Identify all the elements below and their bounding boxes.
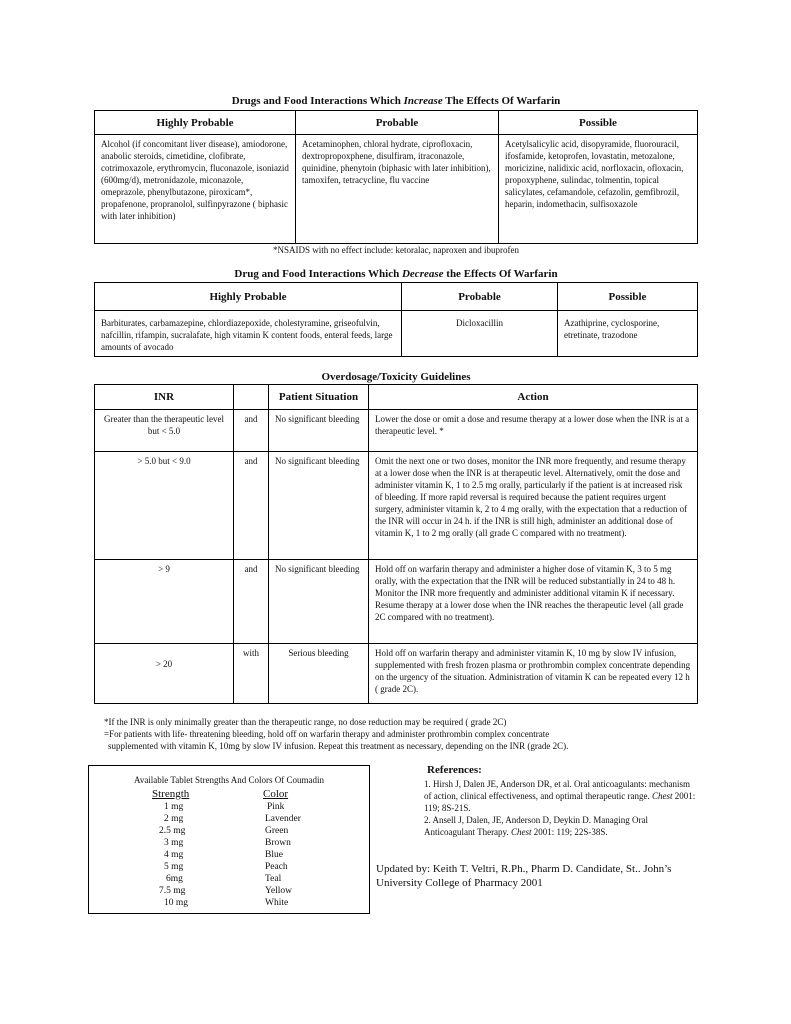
decrease-table: [94, 282, 698, 357]
strength-value: 7.5 mg: [159, 886, 186, 896]
tablet-strengths-title: Available Tablet Strengths And Colors Of Coumadin: [133, 775, 324, 785]
patient-situation: No significant bleeding: [275, 456, 360, 466]
tablet-strengths-box: [88, 765, 370, 914]
action-text: Hold off on warfarin therapy and administer vitamin K, 10 mg by slow IV infusion, supplemented with fresh frozen plasma or prothrombin complex concentrate depending on the urgency of the situation. Administration of vitamin K can be repeated every 12 h ( grade 2C).: [375, 648, 691, 694]
decrease-highly-probable-drugs: Barbiturates, carbamazepine, chlordiazepoxide, cholestyramine, griseofulvin, nafcillin, rifampin, sucralafate, high vitamin K content foods, enteral feeds, large amounts of avocado: [101, 318, 393, 352]
updated-by: [376, 862, 716, 890]
overdose-header-blank: [234, 385, 269, 410]
strength-value: 1 mg: [164, 802, 184, 812]
increase-possible-drugs: Acetylsalicylic acid, disopyramide, fluorouracil, ifosfamide, ketoprofen, lovastatin, metozalone, moricizine, nalidixic acid, norfloxacin, ofloxacin, propoxyphene, sulindac, tolmentin, topical salicylates, cefamandole, cefazolin, gemfibrozil, heparin, indomethacin, sulfisoxazole: [505, 139, 684, 209]
strength-value: 2.5 mg: [159, 826, 186, 836]
overdose-table: [94, 384, 698, 704]
color-value: Pink: [267, 802, 285, 812]
updated-by-line-2: University College of Pharmacy 2001: [376, 877, 543, 889]
inr-value: > 20: [155, 659, 173, 669]
reference-2: 2. Ansell J, Dalen, JE, Anderson D, Deykin D. Managing Oral Anticoagulant Therapy. Chest 2001: 119; 22S-38S.: [424, 815, 648, 837]
overdose-row: [95, 452, 698, 560]
reference-1: 1. Hirsh J, Dalen JE, Anderson DR, et al. Oral anticoagulants: mechanism of action, clinical effectiveness, and optimal therapeutic range. Chest 2001: 119; 8S-21S.: [424, 779, 696, 813]
overdose-note-2b: supplemented with vitamin K, 10mg by slow IV infusion. Repeat this treatment as necessary, depending on the INR (grade 2C).: [108, 741, 569, 751]
increase-table: [94, 110, 698, 244]
strength-header: Strength: [152, 788, 190, 800]
overdose-note-2a: =For patients with life- threatening bleeding, hold off on warfarin therapy and administer prothrombin complex concentrate: [104, 729, 550, 739]
decrease-title: Drug and Food Interactions Which Decrease the Effects Of Warfarin: [234, 268, 558, 280]
strength-value: 6mg: [166, 874, 183, 884]
overdose-title: Overdosage/Toxicity Guidelines: [321, 371, 471, 383]
decrease-probable-drugs: Dicloxacillin: [456, 318, 503, 328]
inr-value: > 9: [158, 564, 170, 574]
strength-value: 5 mg: [164, 862, 184, 872]
increase-title: Drugs and Food Interactions Which Increase The Effects Of Warfarin: [231, 95, 561, 107]
overdose-header-action: Action: [369, 385, 698, 410]
nsaids-footnote: *NSAIDS with no effect include: ketoralac, naproxen and ibuprofen: [272, 245, 519, 255]
action-text: Omit the next one or two doses, monitor the INR more frequently, and resume therapy at a lower dose when the INR is at therapeutic level. Alternatively, omit the dose and administer vitamin K, 1 to 2.5 mg orally, particularly if the patient is at increased risk of bleeding. If more rapid reversal is required because the patient requires urgent surgery, administer vitamin k, 2 to 4 mg orally, with the expectation that a reduction of the INR will occur in 24 h. if the INR is still high, administer an additional dose of vitamin K, 1 to 2 mg orally (all grade C compared with no treatment).: [375, 456, 688, 538]
decrease-header-probable: Probable: [402, 283, 558, 311]
overdose-row: [95, 644, 698, 704]
strength-value: 4 mg: [164, 850, 184, 860]
color-value: White: [265, 898, 289, 908]
color-value: Lavender: [265, 814, 301, 824]
decrease-header-highly-probable: Highly Probable: [95, 283, 402, 311]
overdose-header-situation: Patient Situation: [269, 385, 369, 410]
overdose-row: [95, 560, 698, 644]
inr-value: > 5.0 but < 9.0: [137, 456, 191, 466]
decrease-possible-drugs: Azathiprine, cyclosporine, etretinate, trazodone: [564, 318, 660, 340]
inr-conjunction: with: [242, 648, 259, 658]
overdose-header-inr: INR: [95, 385, 234, 410]
color-value: Brown: [265, 838, 291, 848]
strength-value: 3 mg: [164, 838, 184, 848]
strength-column: [149, 801, 219, 909]
inr-conjunction: and: [244, 564, 258, 574]
color-value: Blue: [265, 850, 283, 860]
action-text: Lower the dose or omit a dose and resume therapy at a lower dose when the INR is at a therapeutic level. *: [375, 414, 690, 436]
references-title: References:: [427, 764, 482, 776]
increase-header-probable: Probable: [296, 111, 499, 135]
color-value: Teal: [265, 874, 282, 884]
strength-value: 10 mg: [164, 898, 189, 908]
overdose-note-1: *If the INR is only minimally greater than the therapeutic range, no dose reduction may be required ( grade 2C): [104, 717, 507, 727]
overdose-row: [95, 410, 698, 452]
updated-by-line-1: Updated by: Keith T. Veltri, R.Ph., Pharm D. Candidate, St.. John’s: [376, 863, 672, 875]
color-value: Green: [265, 826, 289, 836]
increase-highly-probable-drugs: Alcohol (if concomitant liver disease), amiodorone, anabolic steroids, cimetidine, clofibrate, cotrimoxazole, erythromycin, fluconazole, isoniazid (600mg/d), metronidazole, miconazole, omeprazole, phenylbutazone, piroxicam*, propafenone, propranolol, sulfinpyrazone ( biphasic with later inhibition): [101, 139, 289, 221]
inr-conjunction: and: [244, 456, 258, 466]
inr-conjunction: and: [244, 414, 258, 424]
patient-situation: Serious bleeding: [288, 648, 349, 658]
increase-header-highly-probable: Highly Probable: [95, 111, 296, 135]
color-value: Yellow: [265, 886, 293, 896]
increase-probable-drugs: Acetaminophen, chloral hydrate, ciprofloxacin, dextropropoxphene, disulfiram, itraconazole, quinidine, phenytoin (biphasic with later inhibition), tamoxifen, tetracycline, flu vaccine: [302, 139, 491, 185]
color-value: Peach: [265, 862, 288, 872]
patient-situation: No significant bleeding: [275, 564, 360, 574]
decrease-header-possible: Possible: [558, 283, 698, 311]
action-text: Hold off on warfarin therapy and administer a higher dose of vitamin K, 3 to 5 mg orally, with the expectation that the INR will be reduced substantially in 24 to 48 h. Monitor the INR more frequently and administer additional vitamin K if necessary. Resume therapy at a lower dose when the INR reaches the therapeutic level (all grade 2C compared with no treatment).: [375, 564, 684, 622]
color-column: [265, 801, 345, 909]
inr-value: Greater than the therapeutic level but < 5.0: [104, 414, 224, 436]
patient-situation: No significant bleeding: [275, 414, 360, 424]
strength-value: 2 mg: [164, 814, 184, 824]
color-header: Color: [263, 788, 289, 800]
increase-header-possible: Possible: [499, 111, 698, 135]
